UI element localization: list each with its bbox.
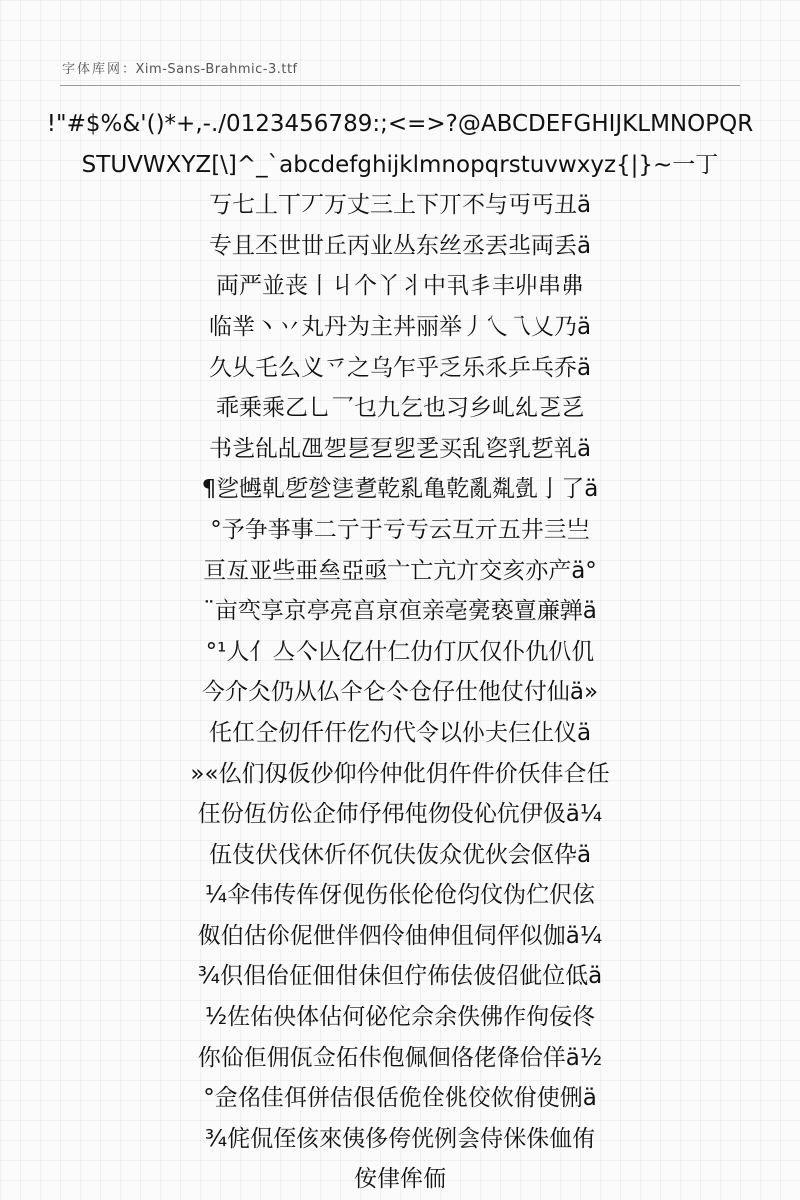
sample-line: 专且丕世丗丘丙业丛东丝丞丟丠両丢ä: [208, 232, 592, 259]
sample-line: 你佡佢佣佤佥佦佧佨佩佪佫佬佭佮佯ä½: [197, 1044, 603, 1071]
sample-line: 仼份仾仿伀企伂伃伄伅伆伇伈伉伊伋ä¼: [197, 801, 603, 828]
sample-line: !"#$%&'()*+,-./0123456789:;<=>?@ABCDEFGHIJKLMNOPQR: [46, 111, 754, 137]
sample-line: 临丵丶丷丸丹为主丼丽举丿乀乁乂乃ä: [208, 313, 592, 340]
sample-line: °予争亊事二亍于亏亐云互亓五井亖亗: [210, 516, 590, 543]
sample-line: °¹人亻亼亽亾亿什仁仂仃仄仅仆仇仈仉: [205, 638, 595, 665]
header-caption: [62, 58, 742, 77]
site-name: 字体库网: [62, 62, 123, 77]
sample-line: 久乆乇么义乊之乌乍乎乏乐乑乒乓乔ä: [208, 354, 592, 381]
header-divider: [60, 85, 740, 86]
sample-line: 乖乗乘乙乚乛乜九乞也习乡乢乣乤乥: [216, 395, 584, 422]
sample-line: STUVWXYZ[\]^_`abcdefghijklmnopqrstuvwxyz{|}~一丁: [81, 151, 719, 178]
sample-line: 伍伎伏伐休伒伓伔伕伖众优伙会伛伜ä: [208, 841, 592, 868]
sample-line: ¾伿佀佁佂佃佄佅但佇佈佉佊佋佌位低ä: [197, 963, 603, 990]
font-file-name: Xim-Sans-Brahmic-3.ttf: [135, 62, 298, 77]
sample-line: 书乧乨乩乪乫乬乭乮乯买乱乲乳乴乵ä: [208, 435, 592, 462]
sample-line: 丂七丄丅丆万丈三上下丌不与丏丐丑ä: [208, 192, 592, 219]
glyph-sample: [40, 104, 760, 1200]
sample-line: ¨亩亪享京亭亮亯亰亱亲亳亴亵亶亷亸ä: [203, 598, 597, 625]
sample-line: 今介仌仍从仏仐仑仒仓仔仕他仗付仙ä»: [201, 679, 599, 706]
sample-line: 仛仜仝仞仟仠仡仢代令以仦仧仨仩仪ä: [208, 719, 592, 746]
sample-line: °佱佲佳佴併佶佷佸佹佺佻佼佽佾使侀ä: [203, 1085, 597, 1112]
sample-line: ¼伞伟传伡伢伣伤伥伦伧伨伩伪伫伬伭: [204, 882, 596, 909]
sample-line: 両严並丧丨丩个丫丬中丮丯丰丱串丳: [216, 273, 584, 300]
sample-line: ¶乷乸乹乺乻乼乽乾乿亀亁亂亃亄亅了ä: [201, 476, 599, 503]
sample-line: ½佐佑佒体佔何佖佗佘余佚佛作佝佞佟: [204, 1004, 596, 1031]
sample-line: 侒侓侔侕: [354, 1166, 446, 1193]
sample-line: 伮伯估伱伲伳伴伵伶伷伸伹伺伻似伽ä¼: [197, 922, 603, 949]
sample-line: ¾侂侃侄侅來侇侈侉侊例侌侍侎侏侐侑: [204, 1125, 596, 1152]
sample-line: »«仫们仭仮仯仰仱仲仳仴仵件价仸仹仺任: [190, 760, 610, 787]
header-separator: ：: [122, 62, 136, 77]
sample-line: 亘亙亚些亜亝亞亟亠亡亢亣交亥亦产ä°: [203, 557, 597, 584]
